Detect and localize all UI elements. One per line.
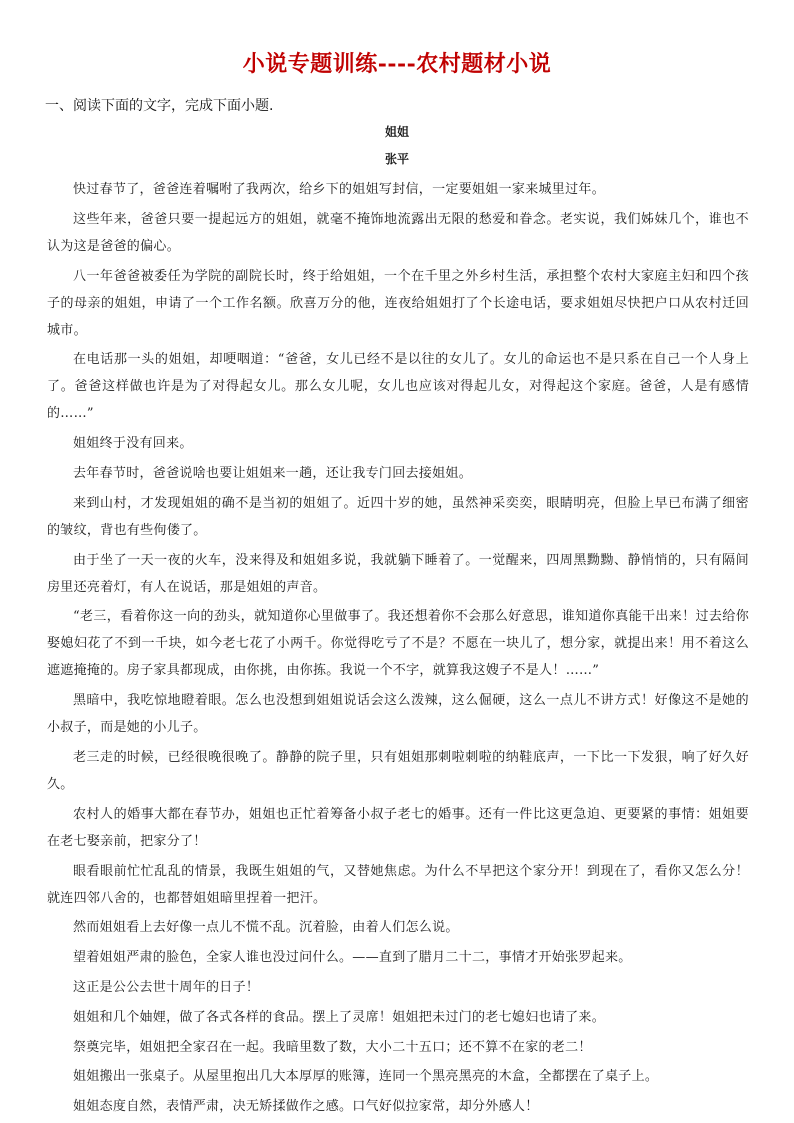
- paragraph: “老三，看着你这一向的劲头，就知道你心里做事了。我还想着你不会那么好意思，谁知道你真能干出来！过去给你娶媳妇花了不到一千块，如今老七花了小两千。你觉得吃亏了不是？不愿在一块儿了，想分家，就提出来！用不着这么遮遮掩掩的。房子家具都现成，由你挑，由你拣。我说一个不字，就算我这嫂子不是人！……”: [47, 609, 749, 679]
- paragraph: 农村人的婚事大都在春节办，姐姐也正忙着筹备小叔子老七的婚事。还有一件比这更急迫、更要紧的事情：姐姐要在老七娶亲前，把家分了！: [47, 806, 749, 849]
- paragraph: 姐姐终于没有回来。: [73, 436, 193, 452]
- paragraph: 然而姐姐看上去好像一点儿不慌不乱。沉着脸，由着人们怎么说。: [73, 920, 459, 936]
- document-title: 小说专题训练----农村题材小说: [242, 51, 552, 77]
- story-body: [47, 176, 749, 1123]
- paragraph: 八一年爸爸被委任为学院的副院长时，终于给姐姐，一个在千里之外乡村生活，承担整个农村大家庭主妇和四个孩子的母亲的姐姐，申请了一个工作名额。欣喜万分的他，连夜给姐姐打了个长途电话，要求姐姐尽快把户口从农村迁回城市。: [47, 268, 749, 338]
- paragraph: 快过春节了，爸爸连着嘱咐了我两次，给乡下的姐姐写封信，一定要姐姐一家来城里过年。: [73, 182, 606, 197]
- paragraph: 来到山村，才发现姐姐的确不是当初的姐姐了。近四十岁的她，虽然神采奕奕，眼睛明亮，但脸上早已布满了细密的皱纹，背也有些佝偻了。: [47, 495, 749, 538]
- paragraph: 在电话那一头的姐姐，却哽咽道：“爸爸，女儿已经不是以往的女儿了。女儿的命运也不是只系在自己一个人身上了。爸爸这样做也许是为了对得起女儿。那么女儿呢，女儿也应该对得起儿女，对得起这个家庭。爸爸，人是有感情的……”: [47, 352, 749, 422]
- paragraph: 眼看眼前忙忙乱乱的情景，我既生姐姐的气，又替她焦虑。为什么不早把这个家分开！到现在了，看你又怎么分！就连四邻八舍的，也都替姐姐暗里捏着一把汗。: [47, 863, 749, 906]
- paragraph: 由于坐了一天一夜的火车，没来得及和姐姐多说，我就躺下睡着了。一觉醒来，四周黑黝黝、静悄悄的，只有隔间房里还亮着灯，有人在说话，那是姐姐的声音。: [47, 552, 749, 595]
- story-title: 姐姐: [384, 125, 409, 139]
- story-author: 张平: [384, 152, 409, 166]
- paragraph: 姐姐态度自然，表情严肃，决无矫揉做作之感。口气好似拉家常，却分外感人！: [73, 1099, 539, 1115]
- paragraph: 姐姐和几个妯娌，做了各式各样的食品。摆上了灵席！姐姐把未过门的老七媳妇也请了来。: [73, 1009, 606, 1025]
- paragraph: 去年春节时，爸爸说啥也要让姐姐来一趟，还让我专门回去接姐姐。: [73, 465, 473, 481]
- paragraph: 这正是公公去世十周年的日子！: [73, 979, 260, 995]
- paragraph: 望着姐姐严肃的脸色，全家人谁也没过问什么。——直到了腊月二十二，事情才开始张罗起来。: [73, 950, 632, 966]
- paragraph: 老三走的时候，已经很晚很晚了。静静的院子里，只有姐姐那刺啦刺啦的纳鞋底声，一下比一下发狠，响了好久好久。: [47, 749, 749, 792]
- paragraph: 黑暗中，我吃惊地瞪着眼。怎么也没想到姐姐说话会这么泼辣，这么倔硬，这么一点儿不讲方式！好像这不是她的小叔子，而是她的小儿子。: [47, 693, 749, 736]
- section-heading: 一、阅读下面的文字，完成下面小题.: [45, 98, 274, 114]
- paragraph: 祭奠完毕，姐姐把全家召在一起。我暗里数了数，大小二十五口；还不算不在家的老二！: [73, 1039, 592, 1055]
- paragraph: 这些年来，爸爸只要一提起远方的姐姐，就毫不掩饰地流露出无限的愁爱和眷念。老实说，我们姊妹几个，谁也不认为这是爸爸的偏心。: [47, 211, 749, 254]
- paragraph: 姐姐搬出一张桌子。从屋里抱出几大本厚厚的账簿，连同一个黑亮黑亮的木盒，全都摆在了桌子上。: [73, 1069, 659, 1085]
